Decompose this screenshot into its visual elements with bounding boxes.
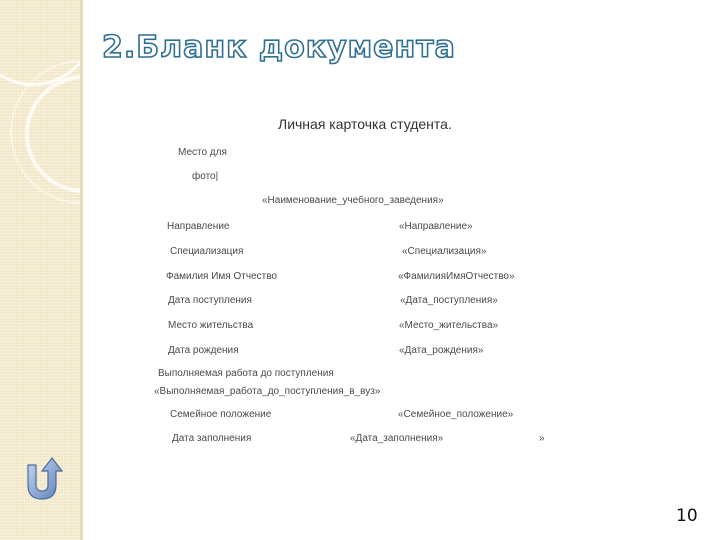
specialization-label: Специализация	[170, 246, 244, 257]
direction-field: «Направление»	[399, 221, 473, 232]
residence-field: «Место_жительства»	[399, 320, 499, 331]
birth-date-label: Дата рождения	[168, 345, 239, 356]
admission-date-field: «Дата_поступления»	[400, 295, 498, 306]
full-name-field: «ФамилияИмяОтчество»	[398, 271, 515, 282]
undo-arrow-icon[interactable]	[22, 455, 70, 503]
trailing-char: »	[539, 433, 545, 444]
direction-label: Направление	[167, 221, 230, 232]
birth-date-field: «Дата_рождения»	[399, 345, 484, 356]
family-status-label: Семейное положение	[170, 409, 272, 420]
institution-field: «Наименование_учебного_заведения»	[262, 195, 444, 206]
fill-date-field: «Дата_заполнения»	[350, 433, 444, 444]
residence-label: Место жительства	[168, 320, 254, 331]
fill-date-label: Дата заполнения	[172, 433, 252, 444]
full-name-label: Фамилия Имя Отчество	[166, 271, 277, 282]
photo-placeholder-line1: Место для	[178, 147, 227, 158]
family-status-field: «Семейное_положение»	[398, 409, 514, 420]
card-title: Личная карточка студента.	[278, 116, 452, 132]
admission-date-label: Дата поступления	[168, 295, 252, 306]
photo-placeholder-line2: фото|	[192, 171, 219, 182]
work-label: Выполняемая работа до поступления	[158, 368, 334, 379]
work-field: «Выполняемая_работа_до_поступления_в_вуз»	[154, 386, 381, 397]
specialization-field: «Специализация»	[402, 246, 487, 257]
slide-title: 2.Бланк документа	[102, 30, 456, 65]
page-number: 10	[676, 506, 698, 526]
